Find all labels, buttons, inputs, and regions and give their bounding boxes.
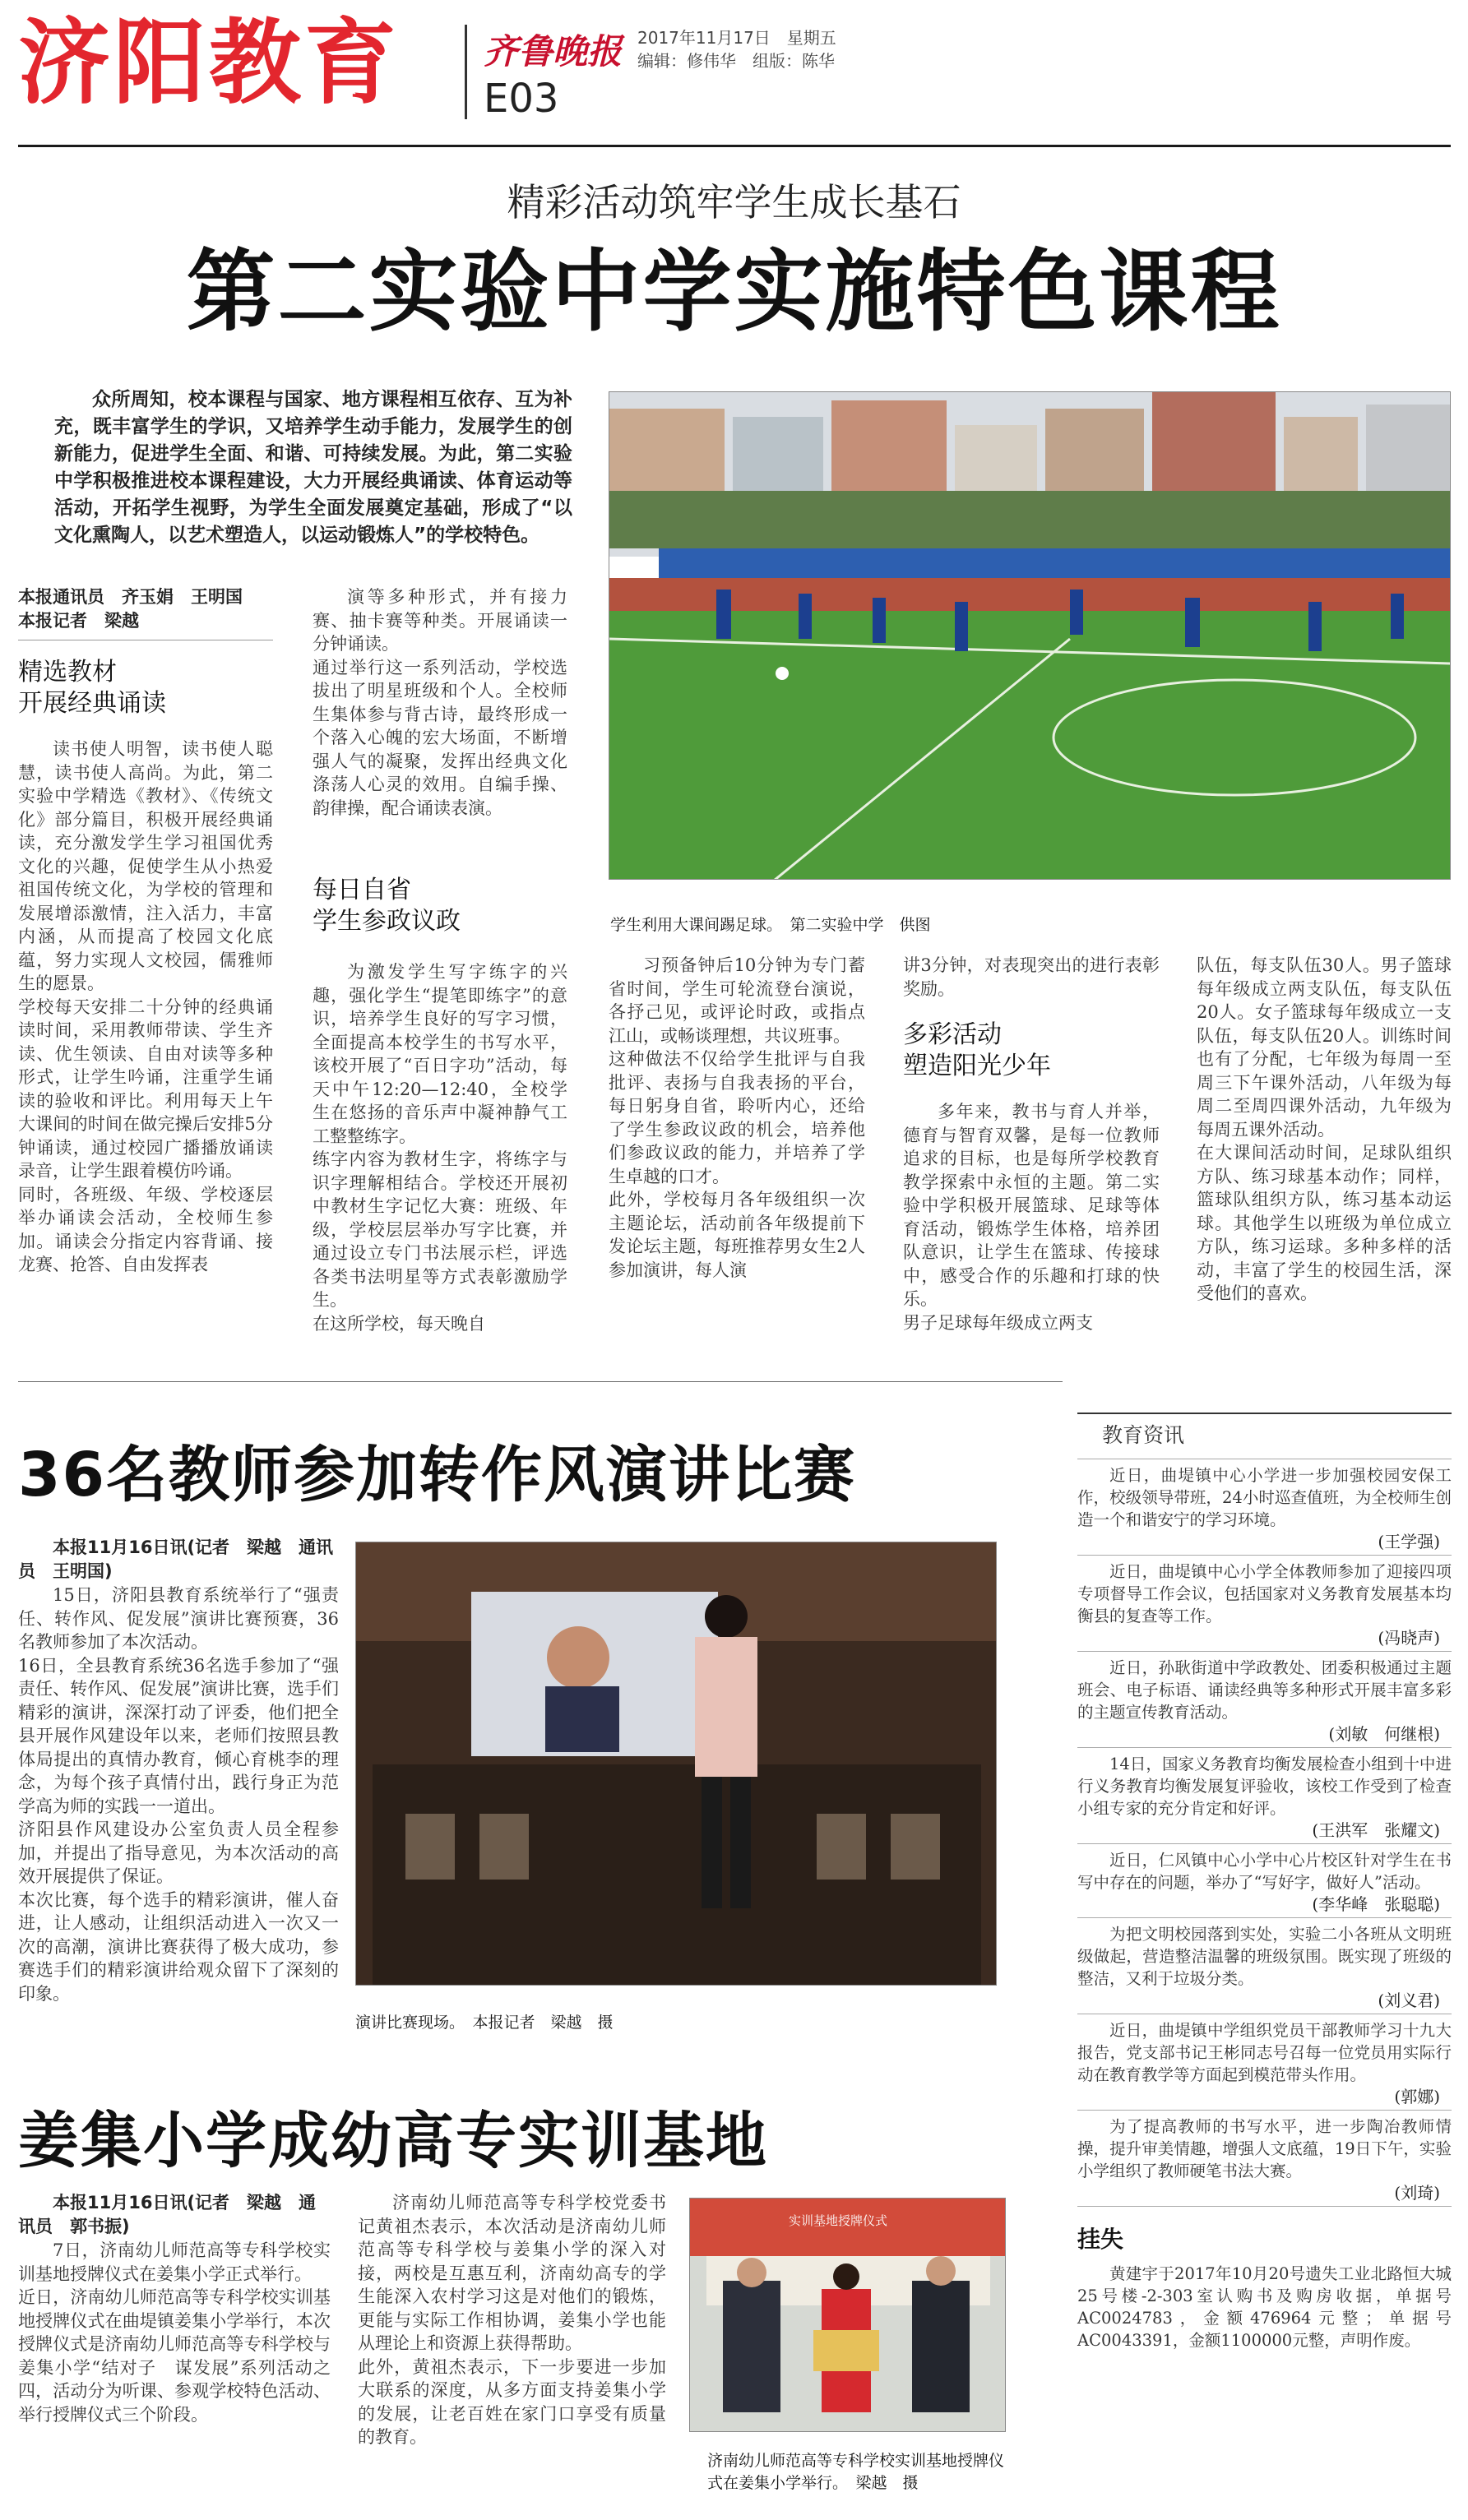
page-number: E03: [484, 76, 559, 122]
ceremony-banner: 实训基地授牌仪式: [789, 2213, 888, 2228]
speech-photo-caption: 演讲比赛现场。 本报记者 梁越 摄: [355, 2014, 614, 2032]
lead-col2b-body: 为激发学生写字练字的兴趣，强化学生“提笔即练字”的意识，培养学生良好的写字习惯，全面提高本校学生的书写水平，该校开展了“百日字功”活动，每天中午12:20—12:40，全校学生在悠扬的音乐声中凝神静气工工整整练字。 练字内容为教材生字，将练字与识字理解相结合。学校还开展初中教材生字记忆大赛：班级、年级，学校层层举办写字比赛，并通过设立专门书法展示栏，评选各类书法明星等方式表彰激励学生。 在这所学校，每天晚自: [313, 962, 567, 1334]
ceremony-photo-art: [690, 2199, 1006, 2432]
brief-item: 14日，国家义务教育均衡发展检查小组到十中进行义务教育均衡发展复评验收，该校工作受到了检查小组专家的充分肯定和好评。: [1077, 1755, 1452, 1818]
section-title: 济阳教育: [18, 10, 400, 117]
brief-separator: [1077, 1843, 1452, 1844]
speech-photo: [355, 1542, 997, 1986]
subhead-classics: 精选教材 开展经典诵读: [18, 658, 166, 718]
story3-col2-body: 济南幼儿师范高等专科学校党委书记黄祖杰表示，本次活动是济南幼儿师范高等专科学校与姜集小学的深入对接，两校是互惠互利，济南幼高专的学生能深入农村学习这是对他们的锻炼，更能与实际工作相协调，姜集小学也能从理论上和资源上获得帮助。 此外，黄祖杰表示，下一步要进一步加大联系的深度，从多方面支持姜集小学的发展，让老百姓在家门口享受有质量的教育。: [358, 2193, 666, 2447]
ceremony-photo-caption: 济南幼儿师范高等专科学校实训基地授牌仪式在姜集小学举行。 梁越 摄: [707, 2452, 1005, 2492]
brief-separator: [1077, 2110, 1452, 2111]
briefs-top-rule: [1077, 1413, 1452, 1414]
story2-text: [18, 1536, 339, 2036]
brief-item: 近日，仁风镇中心小学中心片校区针对学生在书写中存在的问题，举办了“写好字，做好人”活动。: [1077, 1851, 1452, 1892]
lead-headline: 第二实验中学实施特色课程: [186, 241, 1282, 344]
brief-item: 近日，曲堤镇中心小学进一步加强校园安保工作，校级领导带班，24小时巡查值班，为全校师生创造一个和谐安宁的学习环境。: [1077, 1466, 1452, 1529]
subhead-selfreflect: 每日自省 学生参政议政: [313, 876, 461, 936]
brief-signature: (冯晓声): [1378, 1628, 1440, 1648]
lead-byline-journalist: 本报记者 梁越: [18, 611, 139, 631]
lead-column-5: [1197, 954, 1452, 1357]
lost-notice-text: 黄建宇于2017年10月20号遗失工业北路恒大城25号楼-2-303室认购书及购房收据，单据号AC0024783，金额476964元整；单据号AC0043391，金额1100000元整，声明作废。: [1077, 2264, 1452, 2350]
brief-separator: [1077, 1917, 1452, 1918]
briefs-list: [1077, 1464, 1452, 2207]
story3-col1-body: 7日，济南幼儿师范高等专科学校实训基地授牌仪式在姜集小学正式举行。 近日，济南幼儿师范高等专科学校实训基地授牌仪式在曲堤镇姜集小学举行，本次授牌仪式是济南幼儿师范高等专科学校与姜集小学“结对子 谋发展”系列活动之四，活动分为听课、参观学校特色活动、举行授牌仪式三个阶段。: [18, 2240, 331, 2425]
lead-col5-body: 队伍，每支队伍30人。男子篮球每年级成立两支队伍，每支队伍20人。女子篮球每年级成立一支队伍，每支队伍20人。训练时间也有了分配，七年级为每周一至周三下午课外活动，八年级为每周二至周四课外活动，九年级为每周五课外活动。 在大课间活动时间，足球队组织方队、练习球基本动作；同样，篮球队组织方队，练习基本动运球。其他学生以班级为单位成立方队，练习运球。多种多样的活动，丰富了学生的校园生活，深受他们的喜欢。: [1197, 955, 1452, 1303]
lead-byline-reporter: 本报通讯员 齐玉娟 王明国: [18, 587, 243, 607]
story2-body: 15日，济阳县教育系统举行了“强责任、转作风、促发展”演讲比赛预赛，36名教师参加了本次活动。 16日，全县教育系统36名选手参加了“强责任、转作风、促发展”演讲比赛，选手们精彩的演讲，深深打动了评委，他们把全县开展作风建设年以来，老师们按照县教体局提出的真情办教育，倾心育桃李的理念，为每个孩子真情付出，践行身正为范学高为师的实践一一道出。 济阳县作风建设办公室负责人员全程参加，并提出了指导意见，为本次活动的高效开展提供了保证。 本次比赛，每个选手的精彩演讲，催人奋进，让人感动，让组织活动进入一次又一次的高潮，演讲比赛获得了极大成功，参赛选手们的精彩演讲给观众留下了深刻的印象。: [18, 1585, 339, 2004]
story2-headline: 36名教师参加转作风演讲比赛: [18, 1440, 856, 1510]
lead-column-2: [313, 585, 567, 1351]
brief-item: 为了提高教师的书写水平，进一步陶冶教师情操，提升审美情趣，增强人文底蕴，19日下午，实验小学组织了教师硬笔书法大赛。: [1077, 2117, 1452, 2180]
football-photo: [609, 391, 1451, 880]
brief-signature: (王洪军 张耀文): [1312, 1820, 1440, 1840]
lead-intro: 众所周知，校本课程与国家、地方课程相互依存、互为补充，既丰富学生的学识，又培养学生动手能力，发展学生的创新能力，促进学生全面、和谐、可持续发展。为此，第二实验中学积极推进校本课程建设，大力开展经典诵读、体育运动等活动，开拓学生视野，为学生全面发展奠定基础，形成了“以文化熏陶人，以艺术塑造人，以运动锻炼人”的学校特色。: [54, 389, 572, 546]
lead-kicker: 精彩活动筑牢学生成长基石: [507, 180, 961, 224]
brief-signature: (李华峰 张聪聪): [1312, 1894, 1440, 1914]
briefs-label: 教育资讯: [1102, 1423, 1185, 1447]
story3-headline: 姜集小学成幼高专实训基地: [18, 2106, 768, 2176]
story3-col2: [358, 2191, 666, 2504]
issue-editor: 编辑：修伟华 组版：陈华: [637, 51, 835, 71]
paper-logo: 齐鲁晚报: [484, 31, 623, 72]
story3-lead: 本报11月16日讯(记者 梁越 通讯员 郭书振): [18, 2193, 317, 2236]
lost-notice-title: 挂失: [1077, 2226, 1124, 2253]
masthead-rule: [18, 145, 1451, 147]
brief-signature: (刘琦): [1394, 2183, 1440, 2203]
brief-signature: (郭娜): [1394, 2087, 1440, 2106]
football-photo-art: [609, 392, 1451, 880]
brief-separator: [1077, 1747, 1452, 1748]
lead-col2-body: 演等多种形式，并有接力赛、抽卡赛等种类。开展诵读一分钟诵读。 通过举行这一系列活动，学校选拔出了明星班级和个人。全校师生集体参与背古诗，最终形成一个落入心魄的宏大场面，不断增强人气的凝聚，发挥出经典文化涤荡人心灵的效用。自编手操、韵律操，配合诵读表演。: [313, 587, 567, 818]
ceremony-photo: [689, 2198, 1006, 2432]
speech-photo-art: [356, 1542, 997, 1986]
lead-col3-body: 习预备钟后10分钟为专门蓄省时间，学生可轮流登台演说，各抒己见，或评论时政，或指点江山，或畅谈理想，共议班事。 这种做法不仅给学生批评与自我批评、表扬与自我表扬的平台，每日躬身自省，聆听内心，还给了学生参政议政的机会，培养他们参政议政的能力，并培养了学生卓越的口才。 此外，学校每月各年级组织一次主题论坛，活动前各年级提前下发论坛主题，每班推荐男女生2人参加演讲，每人演: [609, 955, 865, 1280]
issue-date: 2017年11月17日 星期五: [637, 28, 836, 48]
brief-signature: (刘义君): [1378, 1991, 1440, 2010]
story2-lead: 本报11月16日讯(记者 梁越 通讯员 王明国): [18, 1537, 334, 1581]
brief-separator: [1077, 1651, 1452, 1652]
brief-separator: [1077, 1555, 1452, 1556]
brief-signature: (王学强): [1378, 1532, 1440, 1551]
brief-item: 近日，曲堤镇中学组织党员干部教师学习十九大报告，党支部书记王彬同志号召每一位党员用实际行动在教育教学等方面起到模范带头作用。: [1077, 2021, 1452, 2084]
football-photo-caption: 学生利用大课间踢足球。 第二实验中学 供图: [610, 916, 931, 934]
brief-signature: (刘敏 何继根): [1328, 1724, 1440, 1744]
story3-col1: [18, 2191, 331, 2510]
brief-item: 近日，曲堤镇中心小学全体教师参加了迎接四项专项督导工作会议，包括国家对义务教育发展基本均衡县的复查等工作。: [1077, 1562, 1452, 1625]
lead-column-3: [609, 954, 865, 1357]
lead-col4-top: 讲3分钟，对表现突出的进行表彰奖励。: [903, 955, 1160, 999]
lead-column-4: [903, 954, 1160, 1363]
brief-item: 为把文明校园落到实处，实验二小各班从文明班级做起，营造整洁温馨的班级氛围。既实现了班级的整洁，又利于垃圾分类。: [1077, 1925, 1452, 1988]
news-briefs: [1077, 1413, 1452, 2510]
lead-col1-body: 读书使人明智，读书使人聪慧，读书使人高尚。为此，第二实验中学精选《教材》、《传统文化》部分篇目，积极开展经典诵读，充分激发学生学习祖国优秀文化的兴趣，促使学生从小热爱祖国传统文化，为学校的管理和发展增添激情，注入活力，丰富内涵，从而提高了校园文化底蕴，努力实现人文校园，儒雅师生的愿景。 学校每天安排二十分钟的经典诵读时间，采用教师带读、学生齐读、优生领读、自由对读等多种形式，让学生吟诵，注重学生诵读的验收和评比。利用每天上午大课间的时间在做完操后安排5分钟诵读，通过校园广播播放诵读录音，让学生跟着模仿吟诵。 同时，各班级、年级、学校逐层举办诵读会活动，全校师生参加。诵读会分指定内容背诵、接龙赛、抢答、自由发挥表: [18, 739, 273, 1274]
lead-col4-body: 多年来，教书与育人并举，德育与智育双馨，是每一位教师追求的目标，也是每所学校教育教学探索中永恒的主题。第二实验中学积极开展篮球、足球等体育活动，锻炼学生体格，培养团队意识，让学生在篮球、传接球中，感受合作的乐趣和打球的快乐。 男子足球每年级成立两支: [903, 1102, 1160, 1333]
subhead-sports: 多彩活动 塑造阳光少年: [903, 1020, 1051, 1080]
lead-column-1: [18, 585, 273, 1387]
brief-separator: [1077, 2206, 1452, 2207]
brief-item: 近日，孙耿街道中学政教处、团委积极通过主题班会、电子标语、诵读经典等多种形式开展丰富多彩的主题宣传教育活动。: [1077, 1658, 1452, 1722]
issue-meta: [637, 26, 836, 72]
masthead-divider: [465, 25, 467, 119]
section-divider: [18, 1381, 1063, 1382]
